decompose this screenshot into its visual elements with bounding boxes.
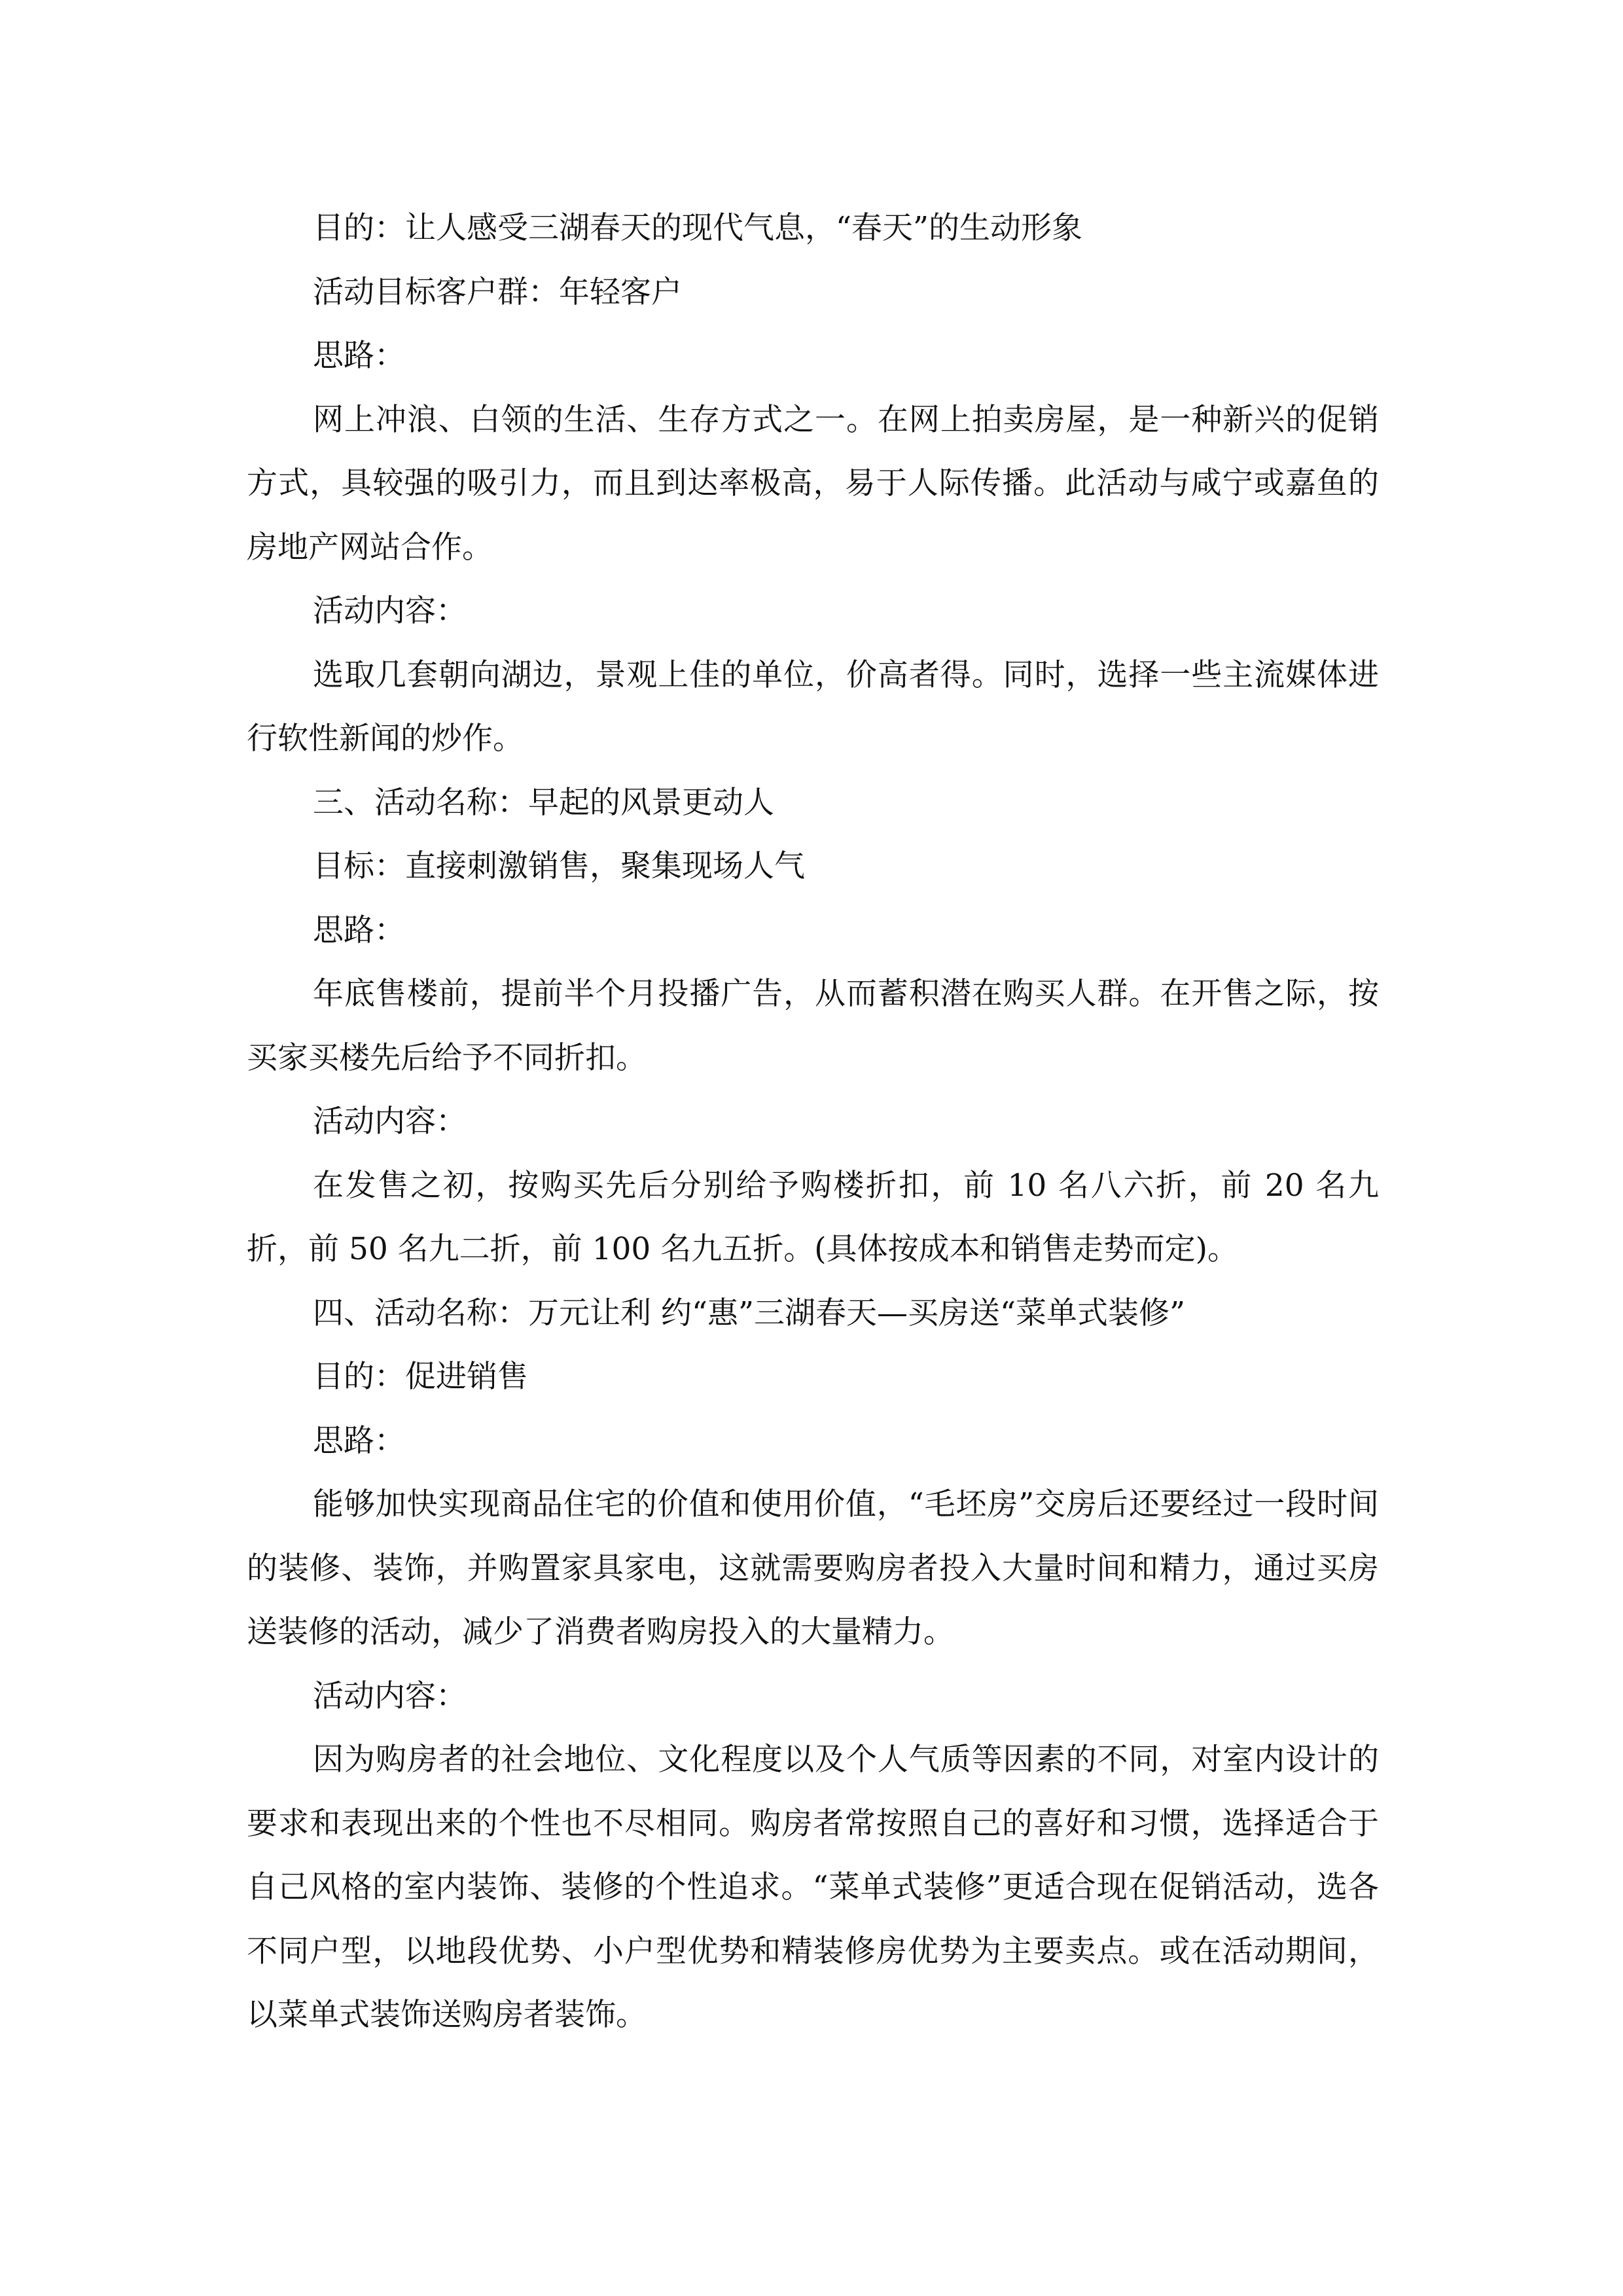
paragraph-approach-text: 年底售楼前，提前半个月投播广告，从而蓄积潜在购买人群。在开售之际，按买家买楼先后给予不同折扣。: [247, 976, 1379, 1076]
paragraph-approach-label: 思路：: [313, 1422, 405, 1459]
document-body: [247, 196, 1379, 2047]
paragraph-content-label: 活动内容：: [313, 593, 467, 629]
section-heading-four: 四、活动名称：万元让利 约“惠”三湖春天—买房送“菜单式装修”: [313, 1295, 1186, 1331]
paragraph-content-text: 因为购房者的社会地位、文化程度以及个人气质等因素的不同，对室内设计的要求和表现出来的个性也不尽相同。购房者常按照自己的喜好和习惯，选择适合于自己风格的室内装饰、装修的个性追求。“菜单式装修”更适合现在促销活动，选各不同户型，以地段优势、小户型优势和精装修房优势为主要卖点。或在活动期间，以菜单式装饰送购房者装饰。: [247, 1742, 1379, 2033]
paragraph-approach-text: 能够加快实现商品住宅的价值和使用价值，“毛坯房”交房后还要经过一段时间的装修、装饰，并购置家具家电，这就需要购房者投入大量时间和精力，通过买房送装修的活动，减少了消费者购房投入的大量精力。: [247, 1486, 1379, 1650]
paragraph-approach-label: 思路：: [313, 912, 405, 948]
paragraph-purpose: 目的：让人感受三湖春天的现代气息，“春天”的生动形象: [313, 210, 1083, 246]
paragraph-target-customers: 活动目标客户群：年轻客户: [313, 274, 682, 310]
paragraph-goal: 目标：直接刺激销售，聚集现场人气: [313, 848, 805, 884]
paragraph-purpose: 目的：促进销售: [313, 1359, 528, 1395]
paragraph-approach-label: 思路：: [313, 338, 405, 374]
section-heading-three: 三、活动名称：早起的风景更动人: [313, 784, 774, 821]
paragraph-discount-text: 在发售之初，按购买先后分别给予购楼折扣，前 10 名八六折，前 20 名九折，前 50 名九二折，前 100 名九五折。(具体按成本和销售走势而定)。: [247, 1167, 1379, 1267]
paragraph-content-text: 选取几套朝向湖边，景观上佳的单位，价高者得。同时，选择一些主流媒体进行软性新闻的炒作。: [247, 656, 1379, 757]
paragraph-approach-text: 网上冲浪、白领的生活、生存方式之一。在网上拍卖房屋，是一种新兴的促销方式，具较强的吸引力，而且到达率极高，易于人际传播。此活动与咸宁或嘉鱼的房地产网站合作。: [247, 401, 1379, 565]
paragraph-content-label: 活动内容：: [313, 1677, 467, 1714]
paragraph-content-label: 活动内容：: [313, 1103, 467, 1139]
